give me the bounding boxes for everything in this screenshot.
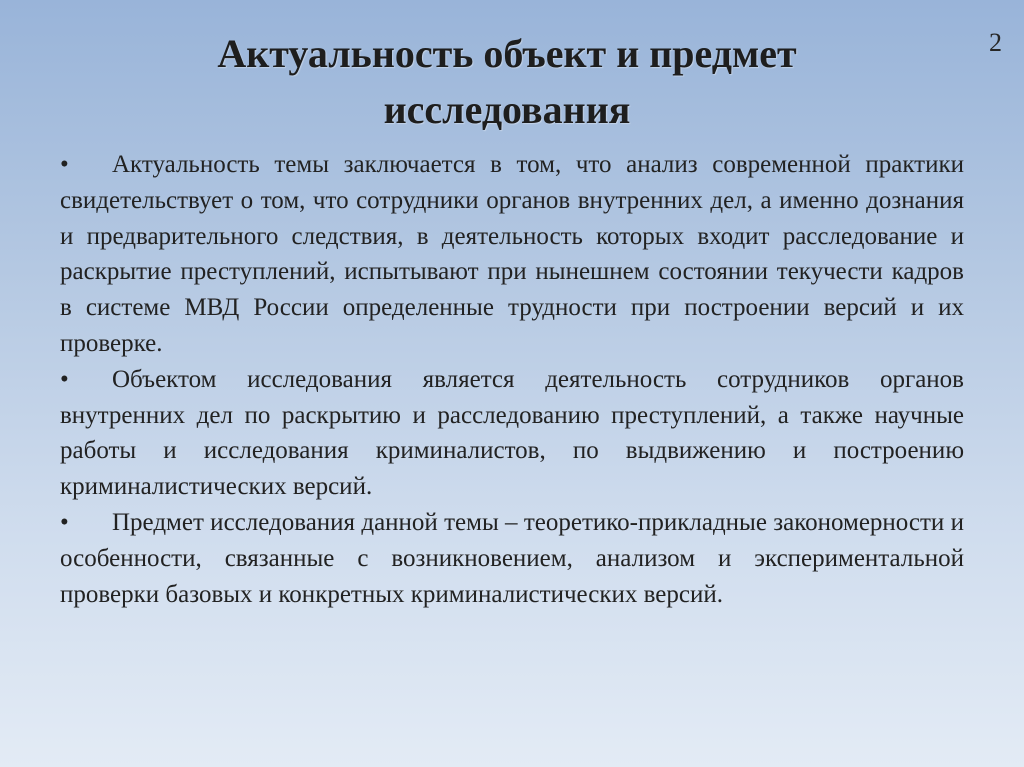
bullet-mark: • bbox=[60, 508, 69, 536]
bullet-subject bbox=[60, 505, 964, 612]
bullet-subject-text: Предмет исследования данной темы – теоретико-прикладные закономерности и особенности, связанные с возникновением, анализом и экспериментальной проверки базовых и конкретных криминалистических версий. bbox=[60, 508, 964, 608]
bullet-mark: • bbox=[60, 365, 69, 393]
bullet-mark: • bbox=[60, 151, 69, 178]
slide-title-line-1: Актуальность объект и предмет bbox=[217, 31, 797, 76]
bullet-relevance-text: Актуальность темы заключается в том, что анализ современной практики свидетельствует о том, что сотрудники органов внутренних дел, а именно дознания и предварительного следствия, в деятельность которых входит расследование и раскрытие преступлений, испытывают при нынешнем состоянии текучести кадров в системе МВД России определенные трудности при построении версий и их проверке. bbox=[60, 151, 964, 357]
slide-title bbox=[90, 26, 924, 138]
bullet-object bbox=[60, 362, 964, 505]
page-number: 2 bbox=[989, 28, 1002, 57]
bullet-object-text: Объектом исследования является деятельность сотрудников органов внутренних дел по раскрытию и расследованию преступлений, а также научные работы и исследования криминалистов, по выдвижению и построению криминалистических версий. bbox=[60, 365, 964, 501]
slide-title-line-2: исследования bbox=[383, 87, 631, 132]
bullet-relevance bbox=[60, 147, 964, 362]
slide-content bbox=[60, 147, 964, 612]
